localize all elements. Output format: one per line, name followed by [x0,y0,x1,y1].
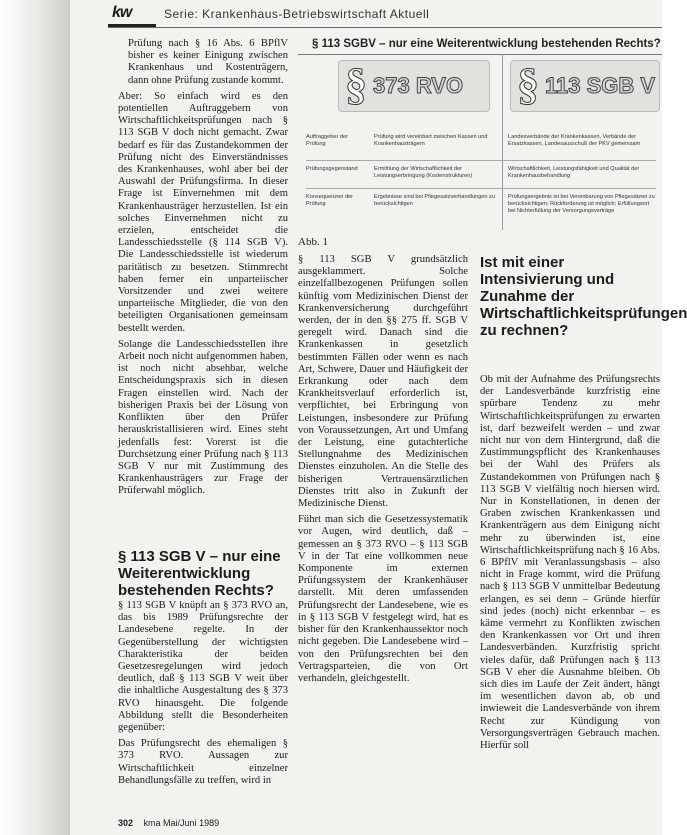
page-header [108,4,662,26]
section-heading-1: § 113 SGB V – nur eine Weiterentwicklung bestehenden Rechts? [118,548,281,599]
badge-label: 113 SGB V [545,73,656,98]
column-1 [118,38,288,498]
row-right: Prüfungsergebnis ist bei Vereinbarung von Pflegesätzen zu berücksichtigen; Rückforderung ist möglich; Erfüllungsort bei Nichterfüllung der Versorgungsverträge [508,194,655,214]
badge-373-rvo [338,60,490,112]
paragraph: § 113 SGB V knüpft an § 373 RVO an, das bis 1989 Prüfungsrechte der Landesebene regelte. In der Gegenüberstellung der wichtigsten Charakteristika der beiden Gesetzesregelungen wird jedoch deutlich, daß § 113 SGB V weit über die inhaltliche Ausgestaltung des § 373 RVO hinausgeht. Die folgende Abbildung stellt die Besonderheiten gegenüber: [118,600,288,734]
row-left: Prüfung wird vereinbart zwischen Kassen und Krankenhausträgern [374,134,488,147]
paragraph-sign-icon: § [345,60,367,109]
comparison-figure [298,36,662,232]
paragraph: Solange die Landesschiedsstellen ihre Arbeit noch nicht aufgenommen haben, ist noch nicht absehbar, welche Entscheidungspraxis sich in diesen Fragen einstellen wird. Nach der bisherigen Praxis bei der Lösung von Konflikten über den Prüfer herauskristallisieren wird. Eines steht jedenfalls fest: Vorerst ist die Durchsetzung einer Prüfung nach § 113 SGB V nur mit Zustimmung des Krankenhausträgers zur Frage der Prüferwahl möglich. [118,338,288,497]
book-spine [0,0,70,835]
series-title: Serie: Krankenhaus-Betriebswirtschaft Aktuell [164,7,430,21]
header-rule [108,27,662,28]
column-3 [480,374,660,752]
paragraph: Aber: So einfach wird es den potentiellen Auftraggebern von Wirtschaftlichkeitsprüfungen nach § 113 SGB V doch nicht gemacht. Zwar bedarf es für das Zustandekommen der Prüfung nicht des Einverständnisses des Krankenhauses, wohl aber bei der Auswahl der Prüfungsfirma. In dieser Frage ist Einvernehmen mit dem Krankenhausträger herzustellen. Ist ein solches Einvernehmen nicht zu erzielen, entscheidet die Landesschiedsstelle (§ 114 SGB V). Die Landesschiedsstelle ist wiederum paritätisch zu besetzen. Stimmrecht haben ferner ein unparteiischer Vorsitzender und zwei weitere unparteiische Mitglieder, die von den beteiligten Organisationen gemeinsam bestellt werden. [118,90,288,334]
issue-info: kma Mai/Juni 1989 [143,818,220,828]
badge-113-sgbv [510,60,660,112]
row-label: Auftraggeber der Prüfung [306,134,348,147]
row-right: Wirtschaftlichkeit, Leistungsfähigkeit und Qualität der Krankenhausbehandlung [508,166,640,179]
section-heading-2: Ist mit einer Intensivierung und Zunahme der Wirtschaftlichkeitsprüfungen zu rechnen? [480,254,687,339]
column-2 [298,254,468,685]
page-number: 302 [118,818,134,828]
badge-label: 373 RVO [373,73,464,98]
paragraph: Ob mit der Aufnahme des Prüfungsrechts der Landesverbände kurzfristig eine spürbare Tendenz zu mehr Wirtschaftlichkeitsprüfungen zu erwarten ist, darf bezweifelt werden – und zwar nicht nur von dem Hintergrund, daß die Zustimmungspflicht des Krankenhauses bei der Wahl des Prüfers als Zustandekommen von Prüfungen nach § 113 SGB V vielfältig noch hiersen wird. Nur in Konstellationen, in denen der Graben zwischen Krankenkassen und Krankenträgern aus dem Einigung nicht mehr zu überwinden ist, eine Wirtschaftlichkeitsprüfung nach § 16 Abs. 6 BPflV mit Veranlassungsbasis – also nicht in Frage kommt, wird die Prüfung nach § 113 SGB V unmittelbar Bedeutung erlangen, es sei denn – Gründe hierfür sind jedes (noch) nicht erkennbar – es käme vermehrt zu Konflikten zwischen den Krankenkassen vor Ort und ihren Landesverbänden. Kurzfristig spricht vieles dafür, daß Prüfungen nach § 113 SGB V eher die Ausnahme bleiben. Ob sich dies im Laufe der Zeit ändert, hängt im wesentlichen davon ab, ob und inwieweit die Landesverbände von ihrem Recht zur Kündigung von Versorgungsverträgen Gebrauch machen. Hierfür soll [480,374,660,752]
row-right: Landesverbände der Krankenkassen, Verbände der Ersatzkassen, Landesausschuß der PKV gemeinsam [508,134,641,147]
row-label: Prüfungsgegenstand [306,166,358,172]
row-divider [306,160,656,161]
column-divider [502,54,503,230]
figure-caption: Abb. 1 [298,236,328,248]
row-divider [306,188,656,189]
paragraph: Führt man sich die Gesetzessystematik vor Augen, wird deutlich, daß – gemessen an § 373 RVO – § 113 SGB V in der Tat eine vollkommen neue Komponente im externen Prüfungssystem der Krankenhäuser darstellt. Mit deren umfassenden Prüfungsrecht der Landesebene, wie es in § 113 SGB V festgelegt wird, hat es bisher für den Krankenhaussektor noch nicht gegeben. Die Landesebene wird – von den Prüfungsrechten bei den Vertragsparteien, die von Ort verhandeln, gleichgestellt. [298,514,468,684]
column-1-lower [118,600,288,787]
paragraph-sign-icon: § [517,60,539,109]
row-left: Ergebnisse sind bei Pflegesatzverhandlungen zu berücksichtigen [374,194,495,207]
figure-title: § 113 SGBV – nur eine Weiterentwicklung bestehenden Rechts? [312,38,661,50]
paragraph-continued: Prüfung nach § 16 Abs. 6 BPflV bisher es keiner Einigung zwischen Krankenhaus und Kostenträgern, dann ohne Prüfung zustande kommt. [128,38,288,86]
row-left: Ermittlung der Wirtschaftlichkeit der Leistungserbringung (Kostenstrukturen) [374,166,473,179]
row-label: Konsequenzen der Prüfung [306,194,353,207]
page-footer [118,818,219,828]
magazine-logo: kw [112,4,132,21]
paragraph: Das Prüfungsrecht des ehemaligen § 373 RVO. Aussagen zur Wirtschaftlichkeit einzelner Behandlungsfälle zu treffen, wird in [118,738,288,786]
paragraph: § 113 SGB V grundsätzlich ausgeklammert. Solche einzelfallbezogenen Prüfungen sollen künftig vom Medizinischen Dienst der Krankenversicherung durchgeführt werden, der in den §§ 275 ff. SGB V geregelt wird. Danach sind die Krankenkassen in gesetzlich bestimmten Fällen oder wenn es nach Art, Schwere, Dauer und Häufigkeit der Erkrankung oder nach dem Krankheitsverlauf erforderlich ist, verpflichtet, bei Erbringung von Leistungen, insbesondere zur Prüfung von Voraussetzungen, Art und Umfang der Leistung, eine gutachterliche Stellungnahme des Medizinischen Dienstes einzuholen. An die Stelle des bisherigen Vertrauensärztlichen Dienstes tritt also in Zukunft der Medizinische Dienst. [298,254,468,510]
